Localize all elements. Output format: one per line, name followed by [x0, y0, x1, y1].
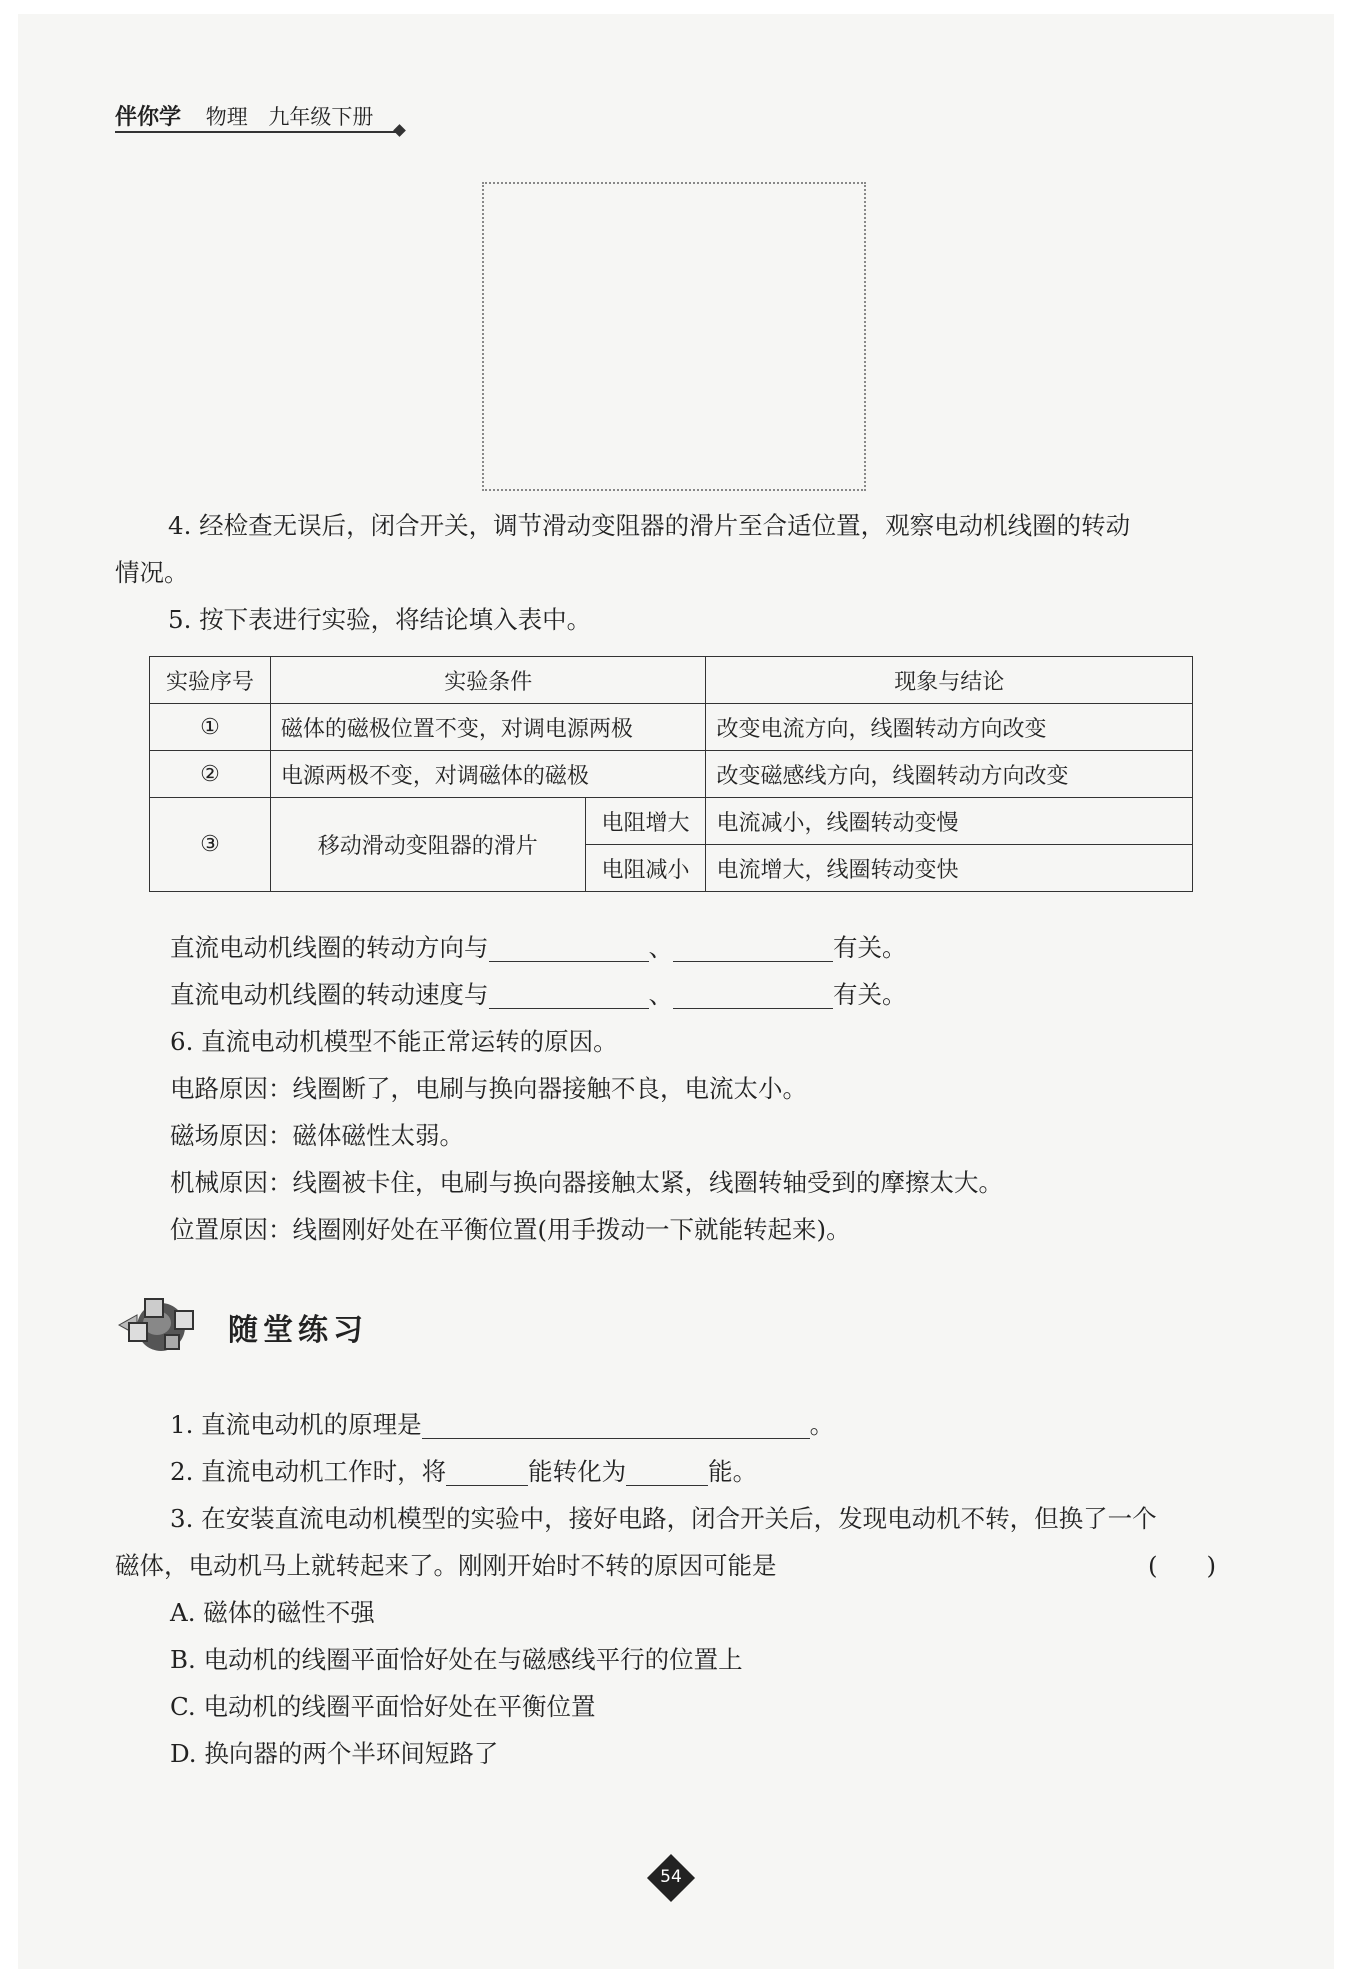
header-cell-condition: 实验条件 — [270, 657, 706, 704]
table-row — [150, 751, 1193, 798]
subject-label: 物理 — [205, 105, 248, 129]
answer-blank[interactable] — [446, 1459, 528, 1486]
table-header-row — [150, 657, 1193, 704]
answer-blank[interactable] — [489, 982, 649, 1009]
header-rule — [115, 131, 400, 133]
option-c[interactable]: C. 电动机的线圈平面恰好处在平衡位置 — [170, 1692, 596, 1721]
cube-section-icon — [117, 1293, 209, 1357]
row-subcondition: 电阻减小 — [585, 845, 706, 892]
exercise-q3-line1: 3. 在安装直流电动机模型的实验中，接好电路，闭合开关后，发现电动机不转，但换了一个 — [170, 1504, 1157, 1533]
reason-position: 位置原因：线圈刚好处在平衡位置(用手拨动一下就能转起来)。 — [170, 1215, 851, 1244]
page-number: 54 — [660, 1867, 682, 1887]
exercise-q1: 1. 直流电动机的原理是 。 — [170, 1410, 835, 1439]
row-no: ③ — [150, 798, 271, 892]
reasons-title: 6. 直流电动机模型不能正常运转的原因。 — [170, 1027, 618, 1056]
experiment-table — [149, 656, 1193, 892]
row-condition: 磁体的磁极位置不变，对调电源两极 — [270, 704, 706, 751]
table-row — [150, 704, 1193, 751]
reason-circuit: 电路原因：线圈断了，电刷与换向器接触不良，电流太小。 — [170, 1074, 807, 1103]
answer-blank[interactable] — [673, 935, 833, 962]
section-title: 随堂练习 — [228, 1313, 368, 1348]
reason-mechanical: 机械原因：线圈被卡住，电刷与换向器接触太紧，线圈转轴受到的摩擦太大。 — [170, 1168, 1003, 1197]
answer-blank[interactable] — [422, 1412, 810, 1439]
conclusion-direction: 直流电动机线圈的转动方向与 、 有关。 — [170, 933, 907, 962]
reason-magnetic: 磁场原因：磁体磁性太弱。 — [170, 1121, 464, 1150]
grade-label: 九年级下册 — [268, 105, 374, 129]
step4-line2: 情况。 — [115, 558, 189, 587]
header-cell-no: 实验序号 — [150, 657, 271, 704]
row-subcondition: 电阻增大 — [585, 798, 706, 845]
row-no: ② — [150, 751, 271, 798]
row-result: 电流减小，线圈转动变慢 — [706, 798, 1193, 845]
brand-logo: 伴你学 — [115, 105, 182, 130]
exercise-q2: 2. 直流电动机工作时，将 能转化为 能。 — [170, 1457, 758, 1486]
table-row — [150, 798, 1193, 845]
answer-blank[interactable] — [626, 1459, 708, 1486]
row-result: 改变电流方向，线圈转动方向改变 — [706, 704, 1193, 751]
row-condition: 移动滑动变阻器的滑片 — [270, 798, 585, 892]
option-b[interactable]: B. 电动机的线圈平面恰好处在与磁感线平行的位置上 — [170, 1645, 743, 1674]
conclusion-speed: 直流电动机线圈的转动速度与 、 有关。 — [170, 980, 907, 1009]
step5-text: 5. 按下表进行实验，将结论填入表中。 — [168, 605, 592, 634]
row-result: 改变磁感线方向，线圈转动方向改变 — [706, 751, 1193, 798]
answer-blank[interactable] — [673, 982, 833, 1009]
answer-parentheses[interactable]: ( ) — [1148, 1551, 1217, 1580]
exercise-q3-line2: 磁体，电动机马上就转起来了。刚刚开始时不转的原因可能是 — [115, 1551, 777, 1580]
row-condition: 电源两极不变，对调磁体的磁极 — [270, 751, 706, 798]
header-cell-result: 现象与结论 — [706, 657, 1193, 704]
row-result: 电流增大，线圈转动变快 — [706, 845, 1193, 892]
circuit-drawing-box[interactable] — [482, 182, 866, 491]
answer-blank[interactable] — [489, 935, 649, 962]
step4-line1: 4. 经检查无误后，闭合开关，调节滑动变阻器的滑片至合适位置，观察电动机线圈的转动 — [168, 511, 1131, 540]
option-d[interactable]: D. 换向器的两个半环间短路了 — [170, 1739, 499, 1768]
row-no: ① — [150, 704, 271, 751]
page-header — [115, 100, 373, 131]
option-a[interactable]: A. 磁体的磁性不强 — [170, 1598, 375, 1627]
page-number-badge — [648, 1855, 694, 1901]
